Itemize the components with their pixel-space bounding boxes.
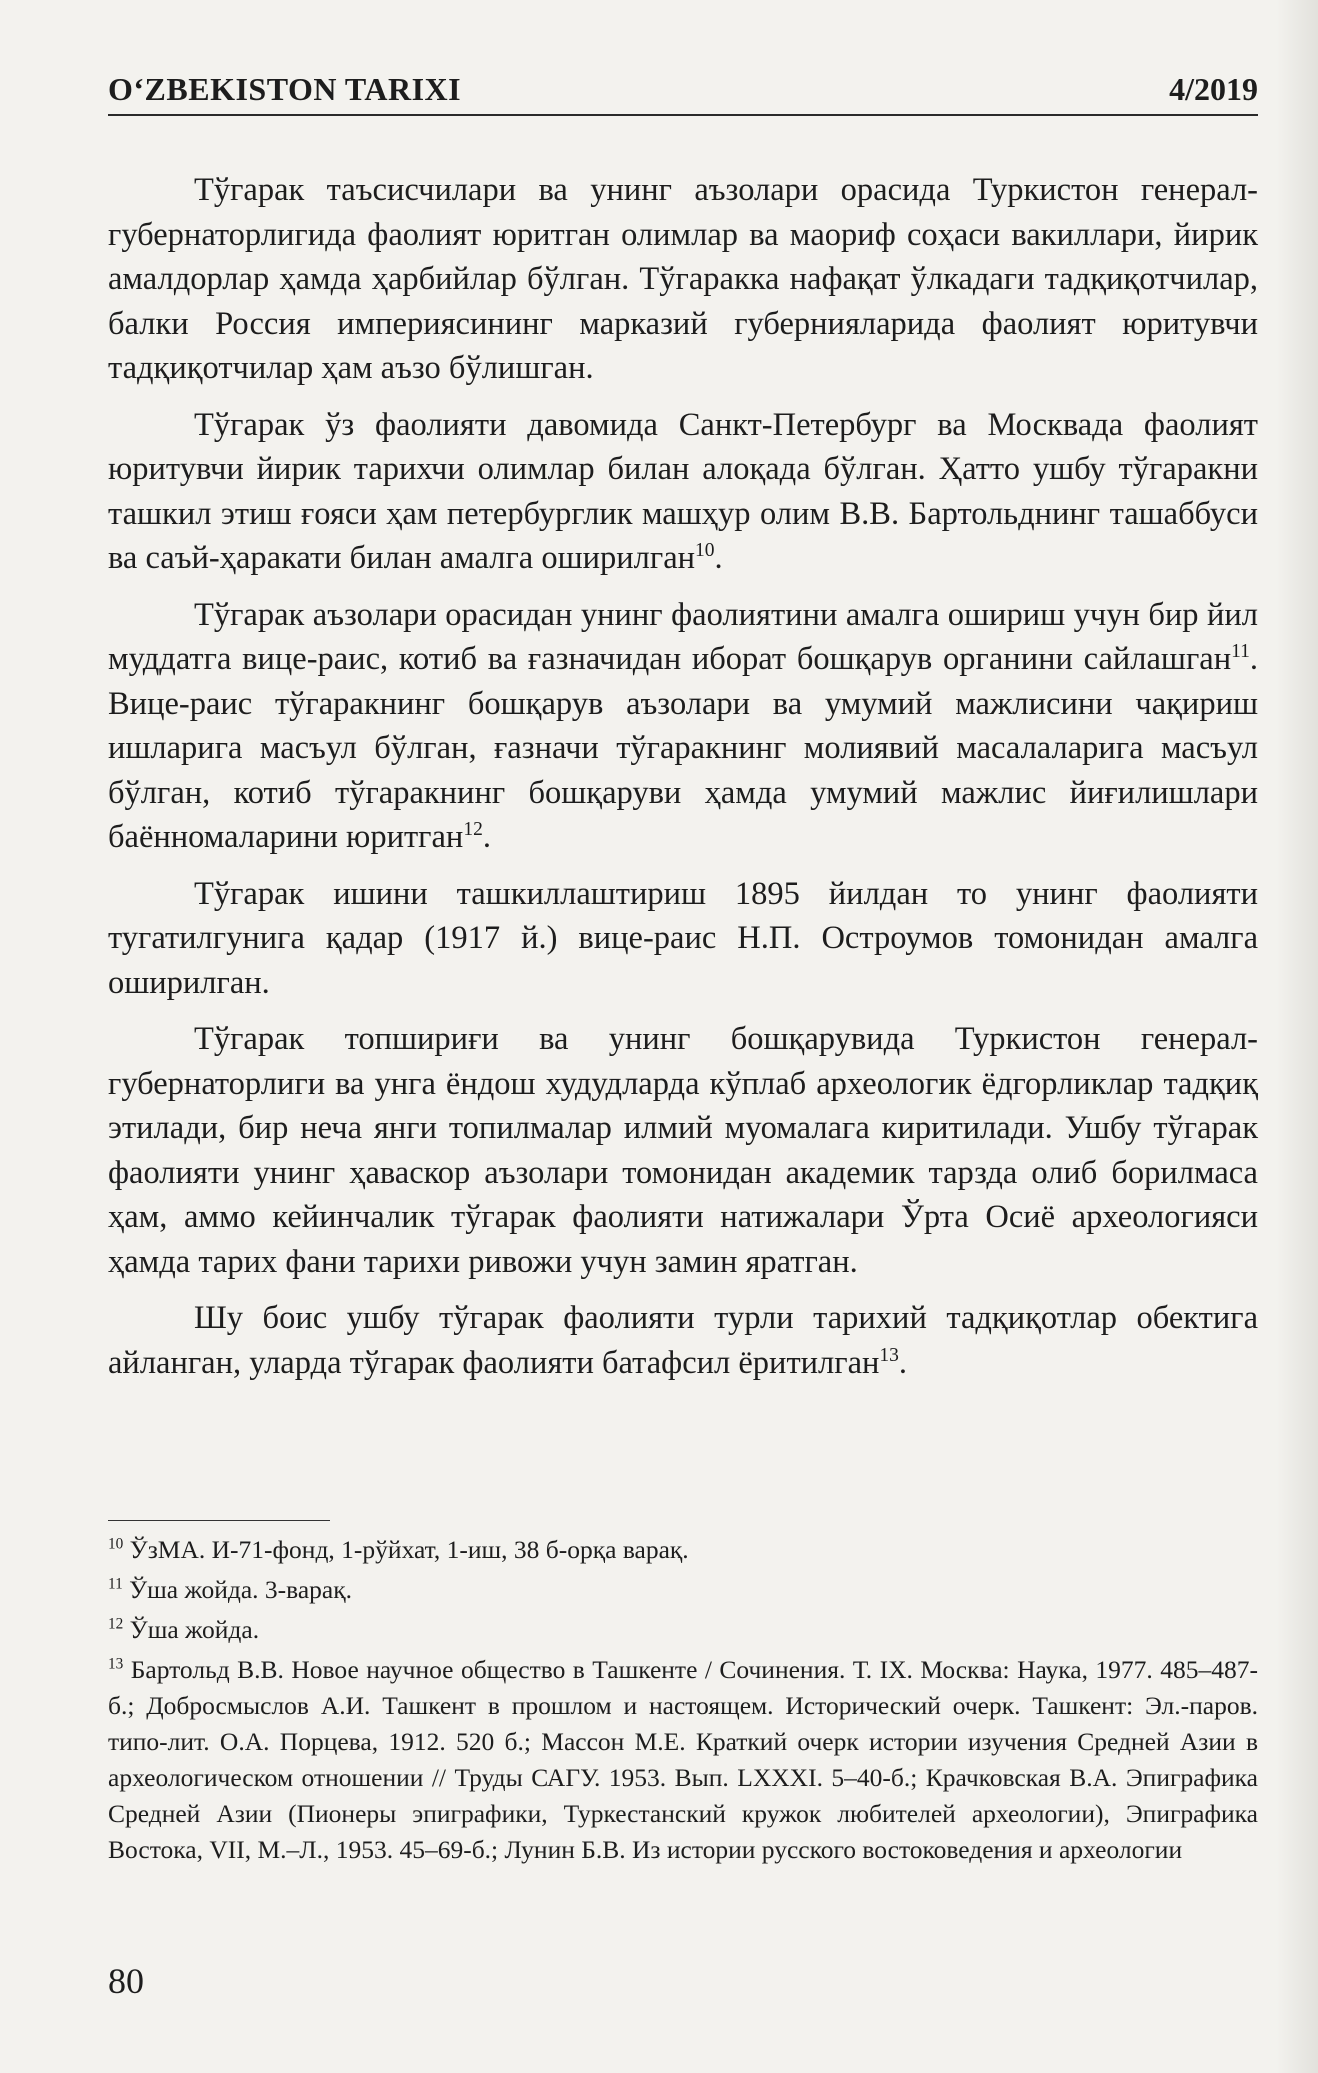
paragraph: [108, 168, 1258, 391]
paragraph-text: Тўгарак топшириғи ва унинг бошқарувида Туркистон генерал-губернаторлиги ва унга ёндош худудларда кўплаб археологик ёдгорликлар тадқиқ этилади, бир неча янги топилмалар илмий муомалага киритилади. Ушбу тўгарак фаолияти унинг ҳаваскор аъзолари томонидан академик тарзда олиб борилмаса ҳам, аммо кейинчалик тўгарак фаолияти натижалари Ўрта Осиё археологияси ҳамда тарих фани тарихи ривожи учун замин яратган.: [108, 1021, 1258, 1280]
paragraph: [108, 593, 1258, 860]
paragraph-text: Шу боис ушбу тўгарак фаолияти турли тарихий тадқиқотлар обектига айланган, уларда тўгарак фаолияти батафсил ёритилган: [108, 1300, 1258, 1381]
footnote-text: Ўша жойда.: [123, 1615, 260, 1644]
paragraph-text: Тўгарак ўз фаолияти давомида Санкт-Петербург ва Москвада фаолият юритувчи йирик тарихчи олимлар билан алоқада бўлган. Ҳатто ушбу тўгаракни ташкил этиш ғояси ҳам петербурглик машҳур олим В.В. Бартольднинг ташаббуси ва саъй-ҳаракати билан амалга оширилган: [108, 406, 1258, 576]
page-number: 80: [108, 1961, 144, 2001]
footnote: [108, 1572, 1258, 1608]
paragraph-text: Тўгарак таъсисчилари ва унинг аъзолари орасида Туркистон генерал-губернаторлигида фаолият юритган олимлар ва мaориф соҳаси вакиллари, йирик амалдорлар ҳамда ҳарбийлар бўлган. Тўгаракка нафақат ўлкадаги тадқиқотчилар, балки Россия империясининг марказий губернияларида фаолият юритувчи тадқиқотчилар ҳам аъзо бўлишган.: [108, 172, 1258, 386]
footnote-number: 13: [108, 1655, 124, 1673]
body-text: [108, 168, 1258, 1397]
paragraph-tail: .: [714, 540, 723, 576]
footnote: [108, 1612, 1258, 1648]
running-header: [108, 60, 1258, 116]
footnote-number: 10: [108, 1535, 124, 1553]
footnote-text: Ўша жойда. 3-варақ.: [122, 1575, 353, 1604]
paragraph-text: Тўгарак аъзолари орасидан унинг фаолиятини амалга ошириш учун бир йил муддатга вице-раис, котиб ва ғазначидан иборат бошқарув органини сайлашган: [108, 596, 1258, 677]
footnote-ref[interactable]: 12: [463, 819, 483, 841]
paragraph-tail: .: [482, 819, 491, 855]
paragraph: [108, 1296, 1258, 1385]
footnote: [108, 1652, 1258, 1868]
issue-number: 4/2019: [1169, 71, 1258, 107]
page-edge-shadow: [1276, 0, 1318, 2073]
footnote-ref[interactable]: 10: [695, 540, 715, 562]
footnotes: [108, 1532, 1258, 1872]
footnote-text: Бартольд В.В. Новое научное общество в Ташкенте / Сочинения. Т. IX. Москва: Наука, 1977. 485–487-б.; Добросмыслов А.И. Ташкент в прошлом и настоящем. Исторический очерк. Ташкент: Эл.-паров. типо-лит. О.А. Порцева, 1912. 520 б.; Массон М.Е. Краткий очерк истории изучения Средней Азии в археологическом отношении // Труды САГУ. 1953. Вып. LXXXI. 5–40-б.; Крачковская В.А. Эпиграфика Средней Азии (Пионеры эпиграфики, Туркестанский кружок любителей археологии), Эпиграфика Востока, VII, М.–Л., 1953. 45–69-б.; Лунин Б.В. Из истории русского востоковедения и археологии: [108, 1655, 1258, 1864]
paragraph: [108, 1017, 1258, 1284]
footnote: [108, 1532, 1258, 1568]
footnote-number: 12: [108, 1615, 124, 1633]
footnote-divider: [108, 1520, 330, 1521]
footnote-number: 11: [108, 1575, 123, 1593]
footnote-ref[interactable]: 13: [879, 1344, 899, 1366]
paragraph-text: Тўгарак ишини ташкиллаштириш 1895 йилдан то унинг фаолияти тугатилгунига қадар (1917 й.) вице-раис Н.П. Остроумов томонидан амалга оширилган.: [108, 875, 1258, 1001]
paragraph: [108, 403, 1258, 581]
paragraph-tail: . Вице-раис тўгаракнинг бошқарув аъзолари ва умумий мажлисини чақириш ишларига масъул бўлган, ғазначи тўгаракнинг молиявий масалаларига масъул бўлган, котиб тўгаракнинг бошқаруви ҳамда умумий мажлис йиғилишлари баённомаларини юритган: [108, 641, 1258, 855]
paragraph: [108, 872, 1258, 1006]
footnote-text: ЎзМА. И-71-фонд, 1-рўйхат, 1-иш, 38 б-орқа варақ.: [123, 1535, 689, 1564]
paragraph-tail: .: [898, 1344, 908, 1381]
journal-title: O‘ZBEKISTON TARIXI: [108, 71, 462, 107]
footnote-ref[interactable]: 11: [1231, 641, 1250, 663]
